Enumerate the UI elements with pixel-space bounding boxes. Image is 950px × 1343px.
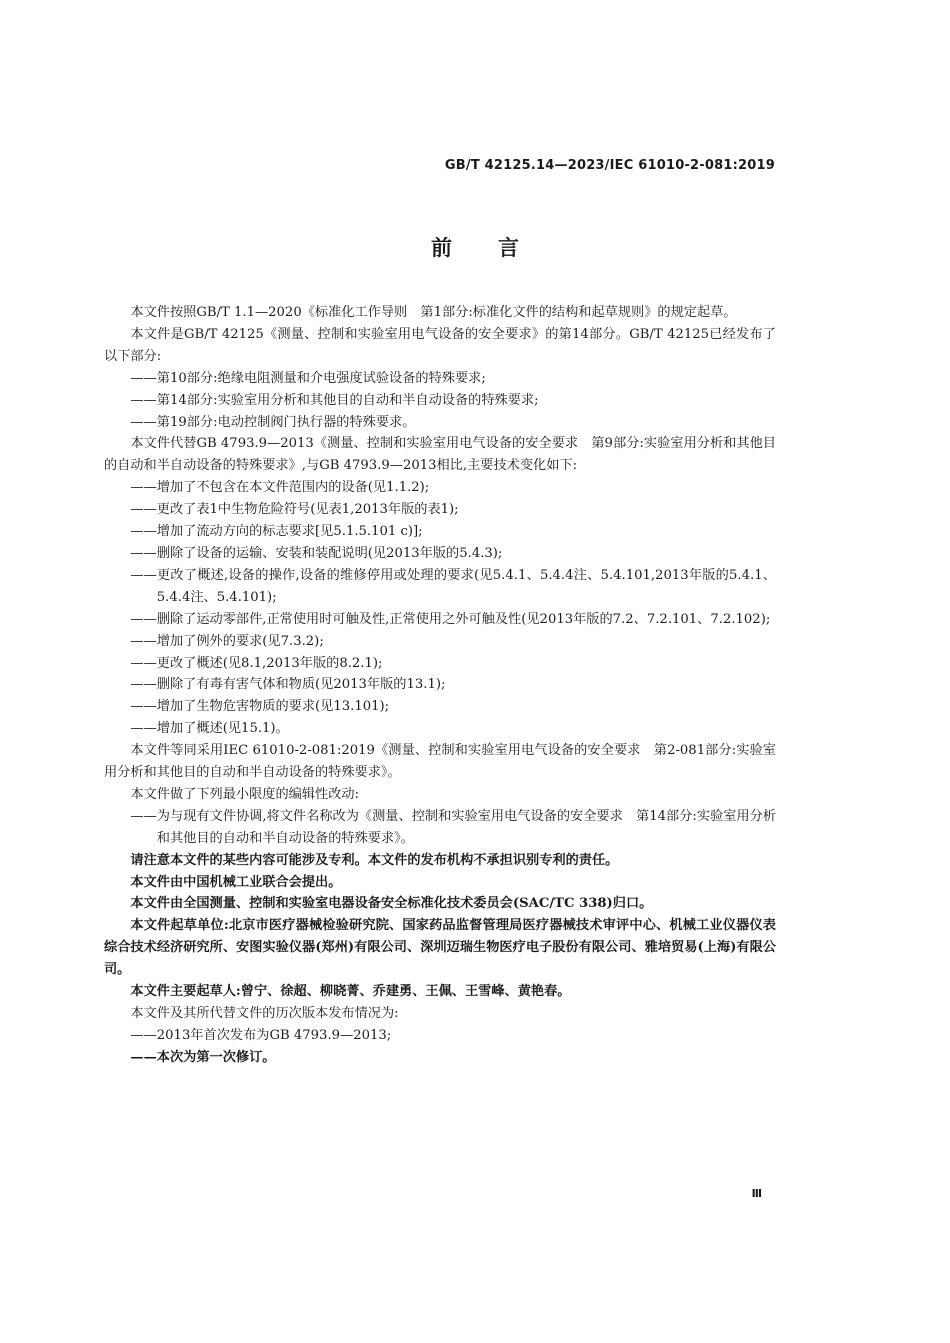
list-item: ——删除了运动零部件,正常使用时可触及性,正常使用之外可触及性(见2013年版的7.2、7.2.101、7.2.102); [130,611,771,627]
paragraph: 本文件由全国测量、控制和实验室电器设备安全标准化技术委员会(SAC/TC 338)归口。 [130,896,653,912]
list-item: ——本次为第一次修订。 [130,1049,276,1065]
paragraph: 请注意本文件的某些内容可能涉及专利。本文件的发布机构不承担识别专利的责任。 [130,852,619,868]
paragraph: 本文件是GB/T 42125《测量、控制和实验室用电气设备的安全要求》的第14部分。GB/T 42125已经发布了以下部分: [104,326,776,364]
list-item: ——增加了不包含在本文件范围内的设备(见1.1.2); [130,480,430,496]
list-item: ——删除了设备的运输、安装和装配说明(见2013年版的5.4.3); [130,545,503,561]
page-number: Ⅲ [751,1187,762,1200]
list-item: ——为与现有文件协调,将文件名称改为《测量、控制和实验室用电气设备的安全要求 第14部分:实验室用分析和其他目的自动和半自动设备的特殊要求》。 [130,808,776,846]
list-item: ——更改了概述(见8.1,2013年版的8.2.1); [130,655,383,671]
paragraph: 本文件做了下列最小限度的编辑性改动: [130,786,360,802]
paragraph: 本文件主要起草人:曾宁、徐超、柳晓菁、乔建勇、王佩、王雪峰、黄艳春。 [130,984,571,1000]
paragraph: 本文件由中国机械工业联合会提出。 [130,874,342,890]
title-part-2: 言 [498,236,519,260]
paragraph: 本文件起草单位:北京市医疗器械检验研究院、国家药品监督管理局医疗器械技术审评中心、机械工业仪器仪表综合技术经济研究所、安图实验仪器(郑州)有限公司、深圳迈瑞生物医疗电子股份有限公司、雅培贸易(上海)有限公司。 [104,918,776,978]
list-item: ——更改了概述,设备的操作,设备的维修停用或处理的要求(见5.4.1、5.4.4注、5.4.101,2013年版的5.4.1、5.4.4注、5.4.101); [130,567,776,605]
list-item: ——2013年首次发布为GB 4793.9—2013; [130,1027,392,1043]
list-item: ——第19部分:电动控制阀门执行器的特殊要求。 [130,414,416,430]
paragraph: 本文件及其所代替文件的历次版本发布情况为: [130,1006,399,1021]
list-item: ——删除了有毒有害气体和物质(见2013年版的13.1); [130,677,446,693]
list-item: ——增加了例外的要求(见7.3.2); [130,633,324,649]
list-item: ——第10部分:绝缘电阻测量和介电强度试验设备的特殊要求; [130,370,486,386]
standard-number-header: GB/T 42125.14—2023/IEC 61010-2-081:2019 [444,158,775,173]
paragraph: 本文件按照GB/T 1.1—2020《标准化工作导则 第1部分:标准化文件的结构和起草规则》的规定起草。 [130,305,737,320]
page-title [0,232,950,262]
title-part-1: 前 [431,236,452,260]
preface-body [104,302,776,1069]
list-item: ——增加了生物危害物质的要求(见13.101); [130,699,390,715]
paragraph: 本文件代替GB 4793.9—2013《测量、控制和实验室用电气设备的安全要求 第9部分:实验室用分析和其他目的自动和半自动设备的特殊要求》,与GB 4793.9—2013相比,主要技术变化如下: [104,436,776,474]
list-item: ——增加了流动方向的标志要求[见5.1.5.101 c)]; [130,524,423,540]
list-item: ——第14部分:实验室用分析和其他目的自动和半自动设备的特殊要求; [130,392,539,408]
paragraph: 本文件等同采用IEC 61010-2-081:2019《测量、控制和实验室用电气设备的安全要求 第2-081部分:实验室用分析和其他目的自动和半自动设备的特殊要求》。 [104,743,776,781]
list-item: ——增加了概述(见15.1)。 [130,721,289,737]
list-item: ——更改了表1中生物危险符号(见表1,2013年版的表1); [130,502,459,518]
